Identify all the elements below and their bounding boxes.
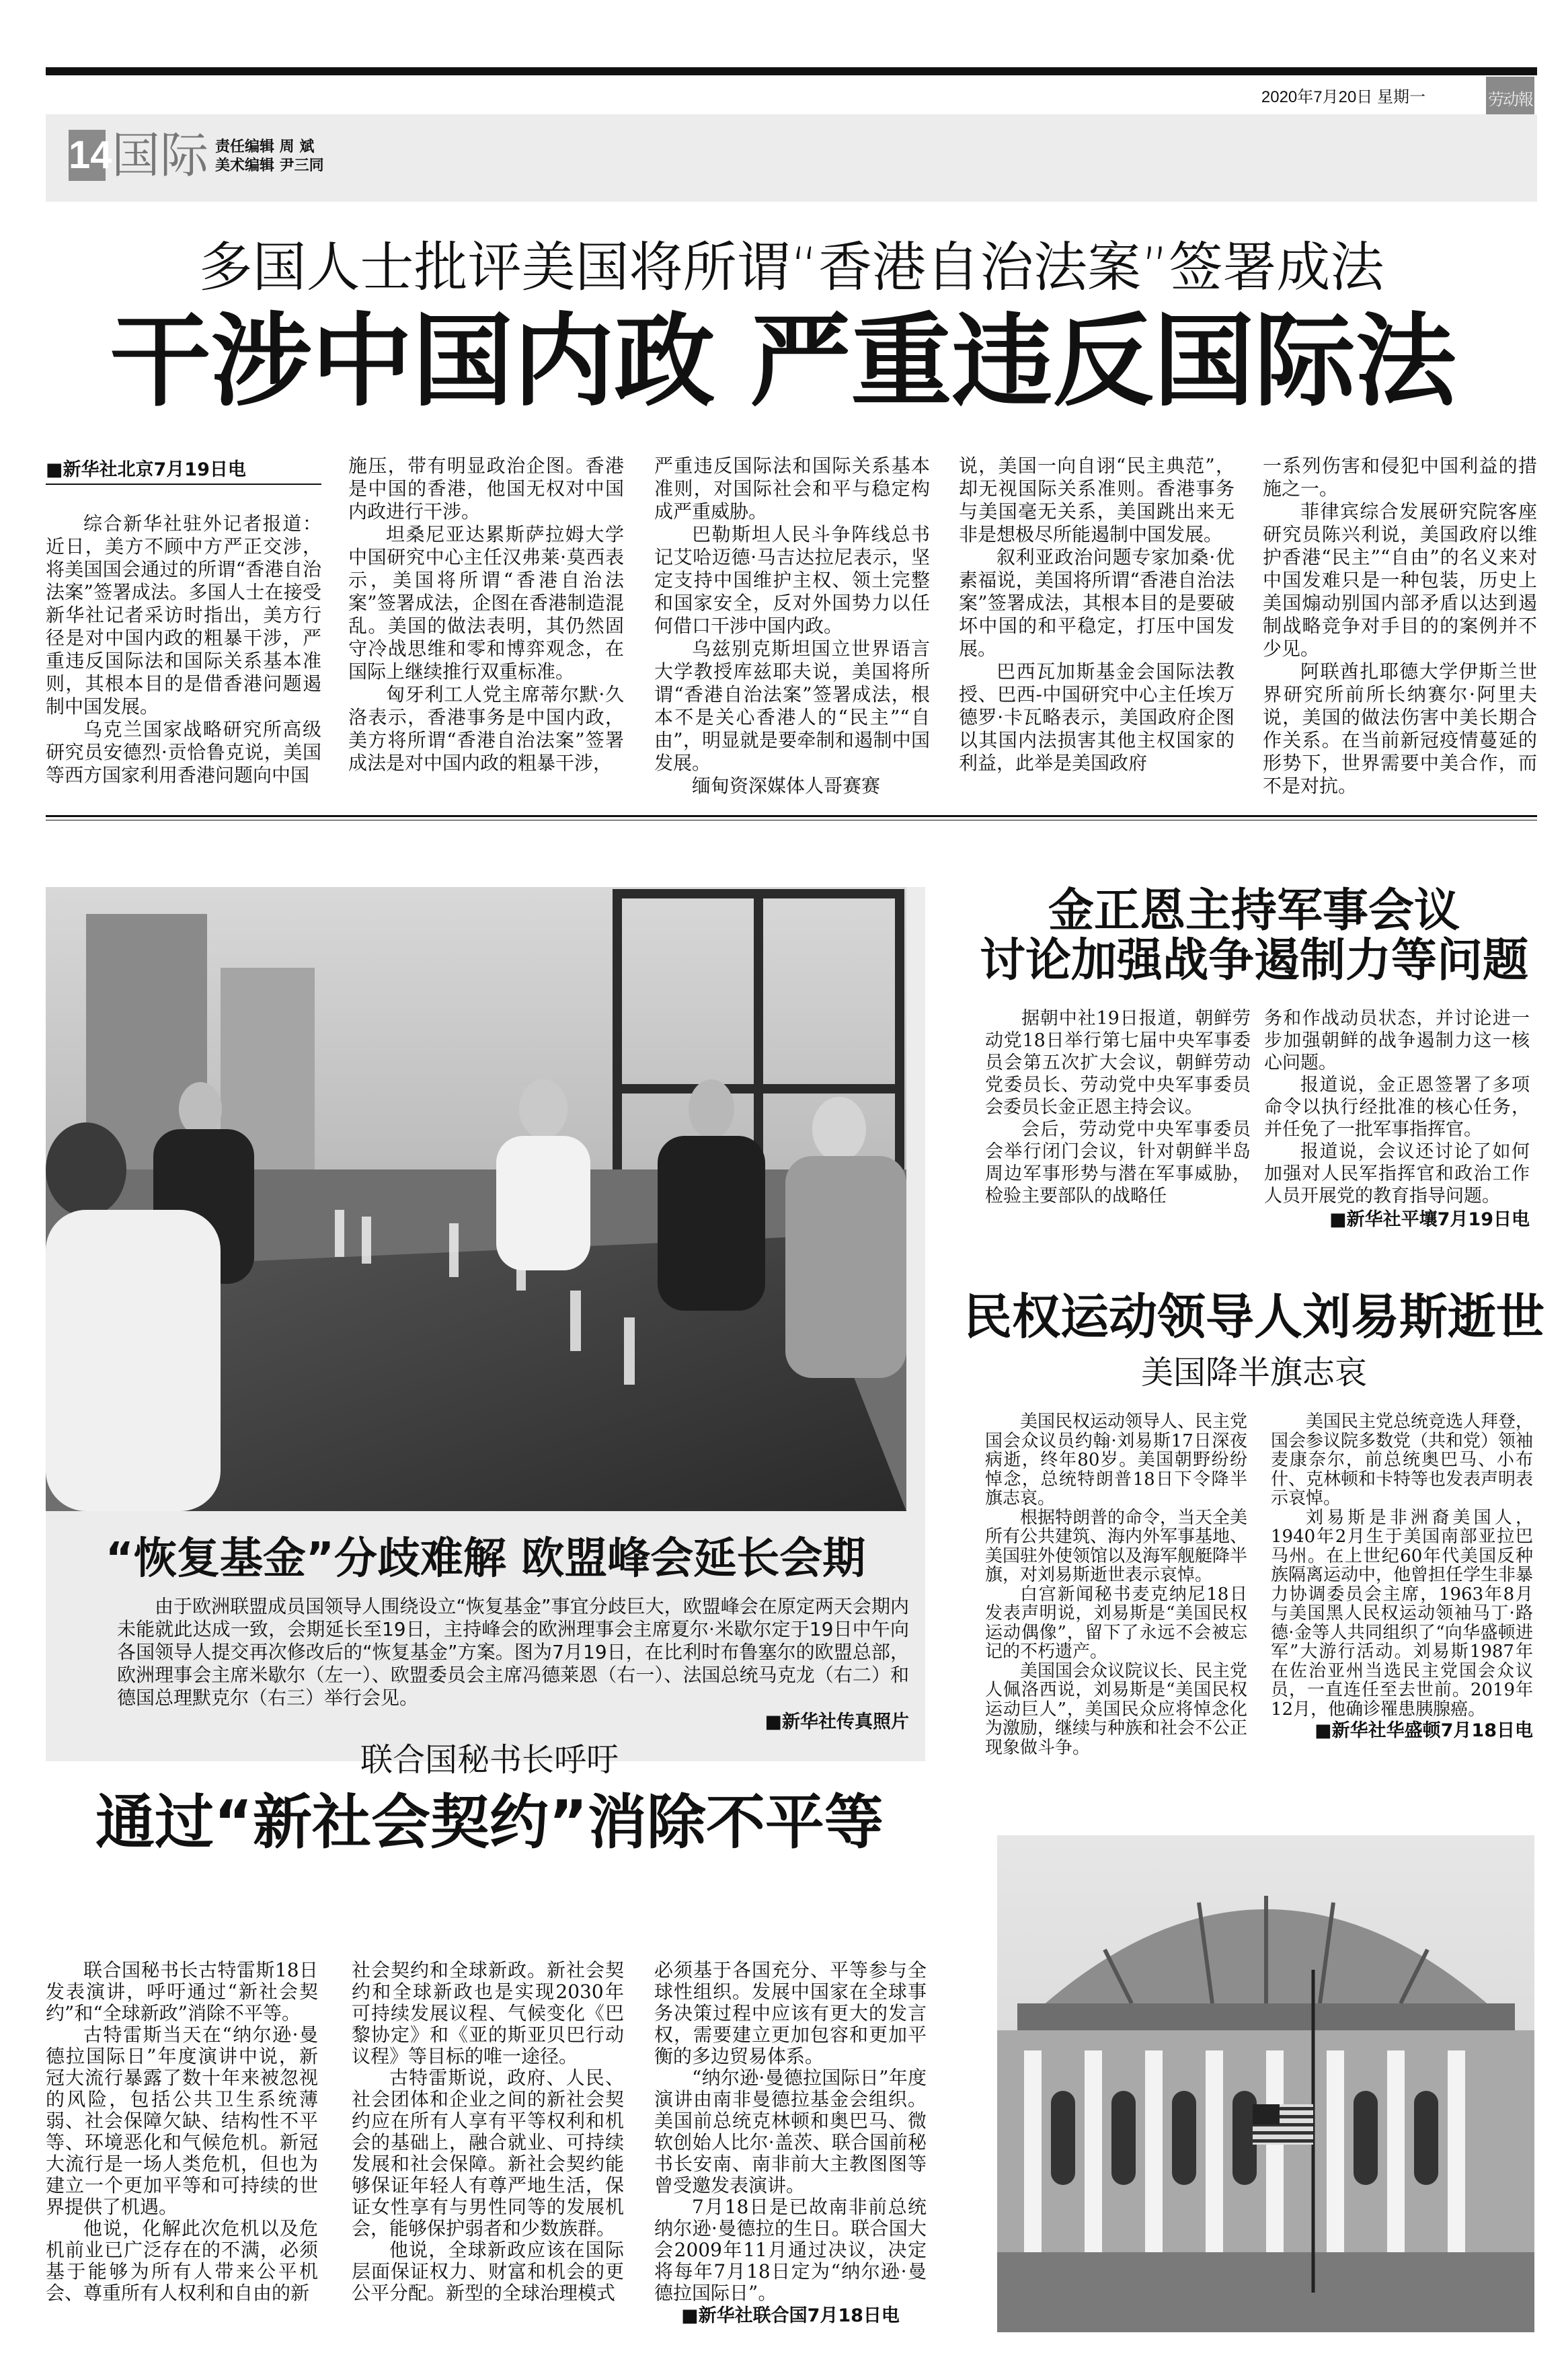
paragraph: 施压，带有明显政治企图。香港是中国的香港，他国无权对中国内政进行干涉。 [348, 455, 624, 523]
section-divider [46, 815, 1537, 820]
lead-headline: 干涉中国内政 严重违反国际法 [110, 303, 1456, 420]
kim-headline [955, 886, 1553, 986]
eu-summit-photo [46, 887, 906, 1511]
kim-column-1 [985, 1007, 1251, 1207]
paragraph: 说，美国一向自诩“民主典范”，却无视国际关系准则。香港事务与美国毫无关系，美国跳出来无非是想极尽所能遏制中国发展。 [959, 455, 1235, 545]
lewis-column-1 [985, 1412, 1247, 1757]
lewis-headline: 民权运动领导人刘易斯逝世 [963, 1289, 1544, 1345]
paragraph: “纳尔逊·曼德拉国际日”年度演讲由南非曼德拉基金会组织。美国前总统克林顿和奥巴马、微软创始人比尔·盖茨、联合国前秘书长安南、南非前大主教图图等曾受邀发表演讲。 [654, 2067, 927, 2196]
lewis-dateline: ■新华社华盛顿7月18日电 [1315, 1720, 1533, 1741]
un-kicker: 联合国秘书长呼吁 [360, 1741, 619, 1779]
paragraph: 巴西瓦加斯基金会国际法教授、巴西-中国研究中心主任埃万德罗·卡瓦略表示，美国政府企图以其国内法损害其他主权国家的利益，此举是美国政府 [959, 660, 1235, 774]
photo-caption [117, 1595, 909, 1734]
paragraph: 乌克兰国家战略研究所高级研究员安德烈·贡恰鲁克说，美国等西方国家利用香港问题向中国 [46, 718, 321, 786]
paragraph: 坦桑尼亚达累斯萨拉姆大学中国研究中心主任汉弗莱·莫西表示，美国将所谓“香港自治法案”签署成法，企图在香港制造混乱。美国的做法表明，其仍然固守冷战思维和零和博弈观念，在国际上继续推行双重标准。 [348, 523, 624, 683]
lead-column-3 [654, 455, 930, 798]
paragraph: 美国民权运动领导人、民主党国会众议员约翰·刘易斯17日深夜病逝，终年80岁。美国朝野纷纷悼念，总统特朗普18日下令降半旗志哀。 [985, 1412, 1248, 1508]
capitol-flag-photo [997, 1835, 1534, 2332]
section-title: 国际 [112, 127, 209, 184]
paragraph: 阿联酋扎耶德大学伊斯兰世界研究所前所长纳赛尔·阿里夫说，美国的做法伤害中美长期合作关系。在当前新冠疫情蔓延的形势下，世界需要中美合作，而不是对抗。 [1263, 660, 1537, 797]
kim-dateline: ■新华社平壤7月19日电 [1329, 1209, 1530, 1230]
un-column-1 [46, 1960, 318, 2304]
lead-column-1 [46, 512, 321, 787]
paragraph: 一系列伤害和侵犯中国利益的措施之一。 [1263, 455, 1537, 500]
paragraph: 他说，全球新政应该在国际层面保证权力、财富和机会的更公平分配。新型的全球治理模式 [352, 2239, 624, 2304]
un-column-3 [654, 1960, 927, 2327]
paragraph: 古特雷斯当天在“纳尔逊·曼德拉国际日”年度演讲中说，新冠大流行暴露了数十年来被忽视的风险，包括公共卫生系统薄弱、社会保障欠缺、结构性不平等、环境恶化和气候危机。新冠大流行是一场人类危机，但也为建立一个更加平等和可持续的世界提供了机遇。 [46, 2024, 318, 2218]
paragraph: 美国民主党总统竞选人拜登，国会参议院多数党（共和党）领袖麦康奈尔，前总统奥巴马、小布什、克林顿和卡特等也发表声明表示哀悼。 [1271, 1412, 1534, 1508]
us-flag-icon [1253, 2104, 1313, 2145]
editor-line: 责任编辑 周 斌 [215, 139, 315, 155]
paragraph: 报道说，会议还讨论了如何加强对人民军指挥官和政治工作人员开展党的教育指导问题。 [1264, 1141, 1530, 1206]
paragraph: 刘易斯是非洲裔美国人，1940年2月生于美国南部亚拉巴马州。在上世纪60年代美国反种族隔离运动中，他曾担任学生非暴力协调委员会主席，1963年8月与美国黑人民权运动领袖马丁·路德·金等人共同组织了“向华盛顿进军”大游行活动。刘易斯1987年在佐治亚州当选民主党国会众议员，一直连任至去世前。2019年12月，他确诊罹患胰腺癌。 [1271, 1507, 1534, 1720]
caption-text: 由于欧洲联盟成员国领导人围绕设立“恢复基金”事宜分歧巨大，欧盟峰会在原定两天会期内未能就此达成一致，会期延长至19日，主持峰会的欧洲理事会主席夏尔·米歇尔定于19日中午向各国领导人提交再次修改后的“恢复基金”方案。图为7月19日，在比利时布鲁塞尔的欧盟总部，欧洲理事会主席米歇尔（左一）、欧盟委员会主席冯德莱恩（右一）、法国总统马克龙（右二）和德国总理默克尔（右三）举行会见。 [117, 1595, 909, 1709]
paragraph: 严重违反国际法和国际关系基本准则，对国际社会和平与稳定构成严重威胁。 [654, 455, 930, 523]
paragraph: 乌兹别克斯坦国立世界语言大学教授库兹耶夫说，美国将所谓“香港自治法案”签署成法，根本不是关心香港人的“民主”“自由”，明显就是要牵制和遏制中国发展。 [654, 638, 930, 774]
paragraph: 叙利亚政治问题专家加桑·优素福说，美国将所谓“香港自治法案”签署成法，其根本目的是要破坏中国的和平稳定，打压中国发展。 [959, 546, 1235, 660]
lewis-column-2 [1271, 1412, 1533, 1741]
kim-column-2 [1264, 1007, 1530, 1231]
top-rule [46, 67, 1537, 75]
lead-column-4 [959, 455, 1235, 775]
paragraph: 巴勒斯坦人民斗争阵线总书记艾哈迈德·马吉达拉尼表示，坚定支持中国维护主权、领土完整和国家安全，反对外国势力以任何借口干涉中国内政。 [654, 523, 930, 637]
paragraph: 菲律宾综合发展研究院客座研究员陈兴利说，美国政府以维护香港“民主”“自由”的名义来对中国发难只是一种包装，历史上美国煽动别国内部矛盾以达到遏制战略竞争对手目的的案例并不少见。 [1263, 500, 1537, 660]
paragraph: 会后，劳动党中央军事委员会举行闭门会议，针对朝鲜半岛周边军事形势与潜在军事威胁，检验主要部队的战略任 [985, 1119, 1251, 1206]
paragraph: 古特雷斯说，政府、人民、社会团体和企业之间的新社会契约应在所有人享有平等权利和机会的基础上，融合就业、可持续发展和社会保障。新社会契约能够保证年轻人有尊严地生活，保证女性享有与男性同等的发展机会，能够保护弱者和少数族群。 [352, 2067, 624, 2239]
issue-date: 2020年7月20日 星期一 [1261, 88, 1425, 106]
paragraph: 必须基于各国充分、平等参与全球性组织。发展中国家在全球事务决策过程中应该有更大的发言权，需要建立更加包容和更加平衡的多边贸易体系。 [654, 1959, 927, 2067]
paragraph: 白宫新闻秘书麦克纳尼18日发表声明说，刘易斯是“美国民权运动偶像”，留下了永远不会被忘记的不朽遗产。 [985, 1584, 1247, 1662]
paragraph: 社会契约和全球新政。新社会契约和全球新政也是实现2030年可持续发展议程、气候变化《巴黎协定》和《亚的斯亚贝巴行动议程》等目标的唯一途径。 [352, 1959, 624, 2067]
un-dateline: ■新华社联合国7月18日电 [681, 2305, 900, 2326]
page-number: 14 [69, 130, 106, 181]
paragraph: 根据特朗普的命令，当天全美所有公共建筑、海内外军事基地、美国驻外使领馆以及海军舰艇降半旗，对刘易斯逝世表示哀悼。 [985, 1507, 1248, 1585]
un-headline: 通过“新社会契约”消除不平等 [95, 1788, 884, 1857]
photo-feature-title: “恢复基金”分歧难解 欧盟峰会延长会期 [105, 1534, 866, 1584]
lead-dateline: ■新华社北京7月19日电 [46, 455, 321, 485]
lead-subheadline: 多国人士批评美国将所谓“香港自治法案”签署成法 [198, 236, 1384, 299]
lewis-subheadline: 美国降半旗志哀 [1140, 1354, 1367, 1391]
paragraph: 匈牙利工人党主席蒂尔默·久洛表示，香港事务是中国内政，美方将所谓“香港自治法案”签署成法是对中国内政的粗暴干涉， [348, 683, 624, 774]
paragraph: 美国国会众议院议长、民主党人佩洛西说，刘易斯是“美国民权运动巨人”，美国民众应将悼念化为激励，继续与种族和社会不公正现象做斗争。 [985, 1660, 1248, 1758]
headline-line: 讨论加强战争遏制力等问题 [979, 934, 1528, 987]
photo-credit: ■新华社传真照片 [765, 1712, 909, 1732]
paragraph: 7月18日是已故南非前总统纳尔逊·曼德拉的生日。联合国大会2009年11月通过决议，决定将每年7月18日定为“纳尔逊·曼德拉国际日”。 [654, 2196, 927, 2304]
paragraph: 综合新华社驻外记者报道：近日，美方不顾中方严正交涉，将美国国会通过的所谓“香港自治法案”签署成法。多国人士在接受新华社记者采访时指出，美方行径是对中国内政的粗暴干涉，严重违反国际法和国际关系基本准则，其根本目的是借香港问题遏制中国发展。 [46, 512, 321, 718]
editor-line: 美术编辑 尹三同 [215, 157, 324, 174]
paragraph: 报道说，金正恩签署了多项命令以执行经批准的核心任务，并任免了一批军事指挥官。 [1264, 1075, 1530, 1140]
lead-column-2 [348, 455, 624, 775]
headline-line: 金正恩主持军事会议 [1048, 884, 1460, 937]
paragraph: 联合国秘书长古特雷斯18日发表演讲，呼吁通过“新社会契约”和“全球新政”消除不平等。 [46, 1959, 318, 2024]
paragraph: 缅甸资深媒体人哥赛赛 [692, 775, 881, 797]
newspaper-logo: 劳动報 [1486, 77, 1534, 122]
paragraph: 他说，化解此次危机以及危机前业已广泛存在的不满，必须基于能够为所有人带来公平机会、尊重所有人权利和自由的新 [46, 2217, 318, 2304]
editors [215, 138, 324, 176]
lead-column-5 [1263, 455, 1537, 798]
un-column-2 [352, 1960, 624, 2304]
paragraph: 务和作战动员状态，并讨论进一步加强朝鲜的战争遏制力这一核心问题。 [1264, 1008, 1530, 1073]
paragraph: 据朝中社19日报道，朝鲜劳动党18日举行第七届中央军事委员会第五次扩大会议，朝鲜劳动党委员长、劳动党中央军事委员会委员长金正恩主持会议。 [985, 1008, 1251, 1118]
